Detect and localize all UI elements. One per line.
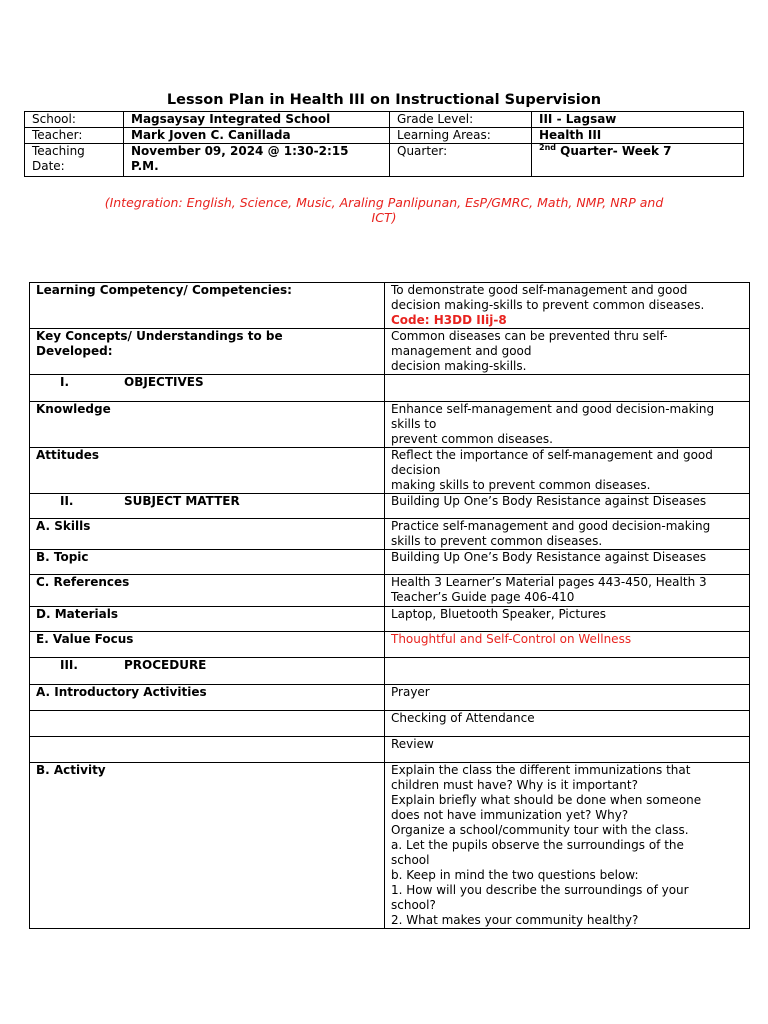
- row-procedure: [30, 658, 750, 685]
- quarter-label: Quarter:: [390, 144, 532, 177]
- row-introductory: [30, 685, 750, 711]
- intro-review: Review: [385, 737, 750, 763]
- row-attitudes: [30, 448, 750, 494]
- row-subject-matter: [30, 494, 750, 519]
- row-key-concepts: [30, 329, 750, 375]
- knowledge-label: Knowledge: [30, 402, 385, 448]
- row-objectives: [30, 375, 750, 402]
- topic-value: Building Up One’s Body Resistance against Diseases: [385, 550, 750, 575]
- info-row-date: [25, 144, 744, 177]
- activity-line: does not have immunization yet? Why?: [391, 808, 629, 822]
- row-materials: [30, 607, 750, 632]
- school-value: Magsaysay Integrated School: [124, 112, 390, 128]
- materials-label: D. Materials: [30, 607, 385, 632]
- objectives-value: [385, 375, 750, 402]
- teacher-label: Teacher:: [25, 128, 124, 144]
- activity-line: school: [391, 853, 430, 867]
- procedure-value: [385, 658, 750, 685]
- activity-value: [385, 763, 750, 929]
- grade-label: Grade Level:: [390, 112, 532, 128]
- info-row-school: [25, 112, 744, 128]
- knowledge-value: Enhance self-management and good decision-making skills to prevent common diseases.: [385, 402, 750, 448]
- quarter-value: $^{2nd}$ Quarter- Week 7: [532, 144, 744, 177]
- row-attendance: [30, 711, 750, 737]
- key-concepts-value: Common diseases can be prevented thru self- management and good decision making-skills.: [385, 329, 750, 375]
- row-skills: [30, 519, 750, 550]
- intro-prayer: Prayer: [385, 685, 750, 711]
- row-topic: [30, 550, 750, 575]
- activity-line: Explain the class the different immunizations that: [391, 763, 691, 777]
- review-label: [30, 737, 385, 763]
- value-focus-label: E. Value Focus: [30, 632, 385, 658]
- activity-line: 1. How will you describe the surroundings of your: [391, 883, 689, 897]
- activity-line: children must have? Why is it important?: [391, 778, 638, 792]
- activity-line: Organize a school/community tour with the class.: [391, 823, 689, 837]
- row-knowledge: [30, 402, 750, 448]
- subject-matter-heading: II. SUBJECT MATTER: [30, 494, 385, 519]
- skills-value: Practice self-management and good decision-making skills to prevent common diseases.: [385, 519, 750, 550]
- intro-attendance: Checking of Attendance: [385, 711, 750, 737]
- activity-line: school?: [391, 898, 436, 912]
- competency-code: Code: H3DD IIij-8: [391, 313, 507, 327]
- grade-value: III - Lagsaw: [532, 112, 744, 128]
- attitudes-label: Attitudes: [30, 448, 385, 494]
- introductory-label: A. Introductory Activities: [30, 685, 385, 711]
- row-review: [30, 737, 750, 763]
- skills-label: A. Skills: [30, 519, 385, 550]
- row-value-focus: [30, 632, 750, 658]
- integration-note: (Integration: English, Science, Music, Araling Panlipunan, EsP/GMRC, Math, NMP, NRP and ICT): [104, 195, 664, 225]
- objectives-heading: I. OBJECTIVES: [30, 375, 385, 402]
- activity-line: Explain briefly what should be done when someone: [391, 793, 702, 807]
- key-concepts-label: Key Concepts/ Understandings to be Developed:: [30, 329, 385, 375]
- areas-label: Learning Areas:: [390, 128, 532, 144]
- activity-line: a. Let the pupils observe the surroundings of the: [391, 838, 684, 852]
- competency-value: To demonstrate good self-management and good decision making-skills to prevent common diseases. Code: H3DD IIij-8: [385, 283, 750, 329]
- areas-value: Health III: [532, 128, 744, 144]
- value-focus-value: Thoughtful and Self-Control on Wellness: [385, 632, 750, 658]
- info-table: [24, 111, 744, 177]
- topic-label: B. Topic: [30, 550, 385, 575]
- activity-label: B. Activity: [30, 763, 385, 929]
- activity-line: b. Keep in mind the two questions below:: [391, 868, 639, 882]
- date-value: November 09, 2024 @ 1:30-2:15 P.M.: [124, 144, 390, 177]
- lesson-plan-table: [29, 282, 750, 929]
- date-label: Teaching Date:: [25, 144, 124, 177]
- row-activity: [30, 763, 750, 929]
- activity-line: 2. What makes your community healthy?: [391, 913, 639, 927]
- competency-label: Learning Competency/ Competencies:: [30, 283, 385, 329]
- references-value: Health 3 Learner’s Material pages 443-450, Health 3 Teacher’s Guide page 406-410: [385, 575, 750, 607]
- procedure-heading: III. PROCEDURE: [30, 658, 385, 685]
- teacher-value: Mark Joven C. Canillada: [124, 128, 390, 144]
- info-row-teacher: [25, 128, 744, 144]
- school-label: School:: [25, 112, 124, 128]
- materials-value: Laptop, Bluetooth Speaker, Pictures: [385, 607, 750, 632]
- attendance-label: [30, 711, 385, 737]
- row-competency: [30, 283, 750, 329]
- references-label: C. References: [30, 575, 385, 607]
- row-references: [30, 575, 750, 607]
- subject-matter-value: Building Up One’s Body Resistance against Diseases: [385, 494, 750, 519]
- document-title: Lesson Plan in Health III on Instructional Supervision: [166, 92, 602, 108]
- attitudes-value: Reflect the importance of self-management and good decision making skills to prevent common diseases.: [385, 448, 750, 494]
